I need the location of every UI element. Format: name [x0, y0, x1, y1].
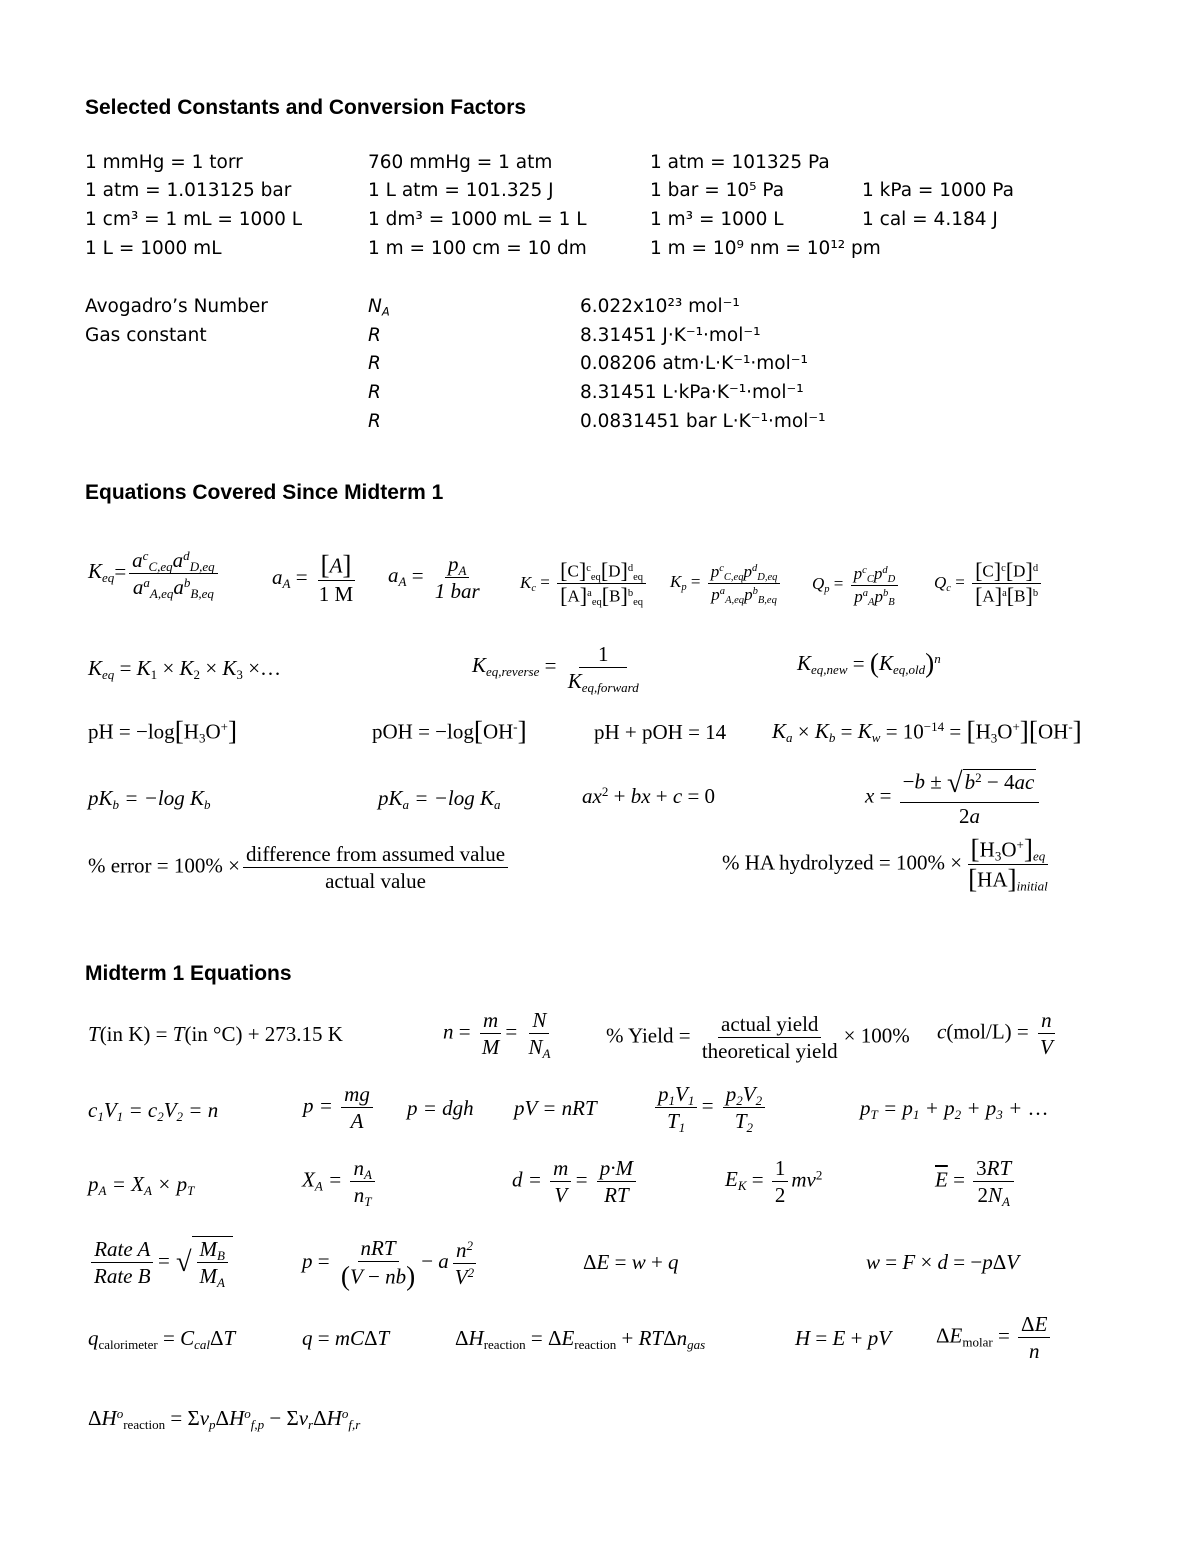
- concentration-equation: c(mol/L) = $\frac{n}{V}$: [937, 1008, 1053, 1060]
- keq-activities-equation: $K_{eq}=$ $\frac{a^c_{C,eq}a^d_{D,eq}}{a^a_{A,eq}a^b_{B,eq}}$: [88, 548, 221, 599]
- daltons-law-equation: $p_T = p_1 + p_2 + p_3$ + …: [860, 1096, 1049, 1122]
- activity-pressure-equation: $a_A$ = $\frac{p_A}{\text{1 bar}}$: [388, 552, 480, 604]
- mean-energy-equation: $\overline{E}$ = $\frac{3RT}{2N_A}$: [935, 1156, 1017, 1207]
- van-der-waals-equation: p = $\frac{\text{nRT}}{(V - nb)}$ − a $\frac{n^2}{V^2}$: [302, 1236, 475, 1292]
- percent-hydrolyzed-equation: % HA hydrolyzed = 100% × $\frac{[H_3O^+]_{eq}}{[HA]_{initial}}$: [722, 834, 1048, 895]
- quadratic-equation: $ax^2$ + bx + c = 0: [582, 783, 716, 808]
- percent-error-equation: % error = 100% × $\frac{\text{difference from assumed value}}{\text{actual value}}$: [88, 842, 511, 893]
- conv-r3c2: 1 dm³ = 1000 mL = 1 L: [368, 209, 587, 230]
- conv-r3c1: 1 cm³ = 1 mL = 1000 L: [85, 209, 303, 230]
- internal-energy-equation: ΔE = w + q: [583, 1250, 679, 1274]
- constants-heading: Selected Constants and Conversion Factors: [85, 96, 527, 119]
- avogadro-value: 6.022x10²³ mol⁻¹: [580, 296, 740, 317]
- poh-equation: pOH = −log[OH-]: [372, 716, 527, 746]
- mole-fraction-equation: $X_A$ = $\frac{n_A}{n_T}$: [302, 1156, 378, 1207]
- midterm1-heading: Midterm 1 Equations: [85, 962, 292, 985]
- grahams-law-equation: $\frac{\text{Rate A}}{\text{Rate B}}$ = √ $\frac{M_B}{M_A}$: [88, 1236, 233, 1288]
- hess-law-equation: $\Delta H^o_{reaction} = \Sigma\nu_p\Delta H^o_{f,p} - \Sigma\nu_r\Delta H^o_{f,r}$: [88, 1405, 361, 1432]
- kw-equation: $K_a \times K_b = K_w = 10^{-14} = [H_3O^+][OH^-]$: [772, 716, 1082, 746]
- r-value: 0.08206 atm·L·K⁻¹·mol⁻¹: [580, 353, 808, 374]
- pka-equation: $pK_a = -\log$ $K_a$: [378, 786, 501, 812]
- work-equation: w = F × d = −pΔV: [866, 1250, 1020, 1274]
- percent-yield-equation: % Yield = $\frac{\text{actual yield}}{\text{theoretical yield}}$ × 100%: [606, 1012, 910, 1064]
- molar-energy-equation: $\Delta E_{molar}$ = $\frac{\Delta E}{n}$: [936, 1312, 1053, 1363]
- avogadro-name: Avogadro’s Number: [85, 296, 268, 317]
- conv-r2c4: 1 kPa = 1000 Pa: [862, 180, 1014, 201]
- combined-gas-equation: $\frac{p_1V_1}{T_1}$ = $\frac{p_2V_2}{T_2}$: [652, 1082, 768, 1133]
- partial-pressure-equation: $p_A = X_A \times p_T$: [88, 1172, 195, 1198]
- enthalpy-definition-equation: H = E + pV: [795, 1326, 892, 1350]
- since-midterm-heading: Equations Covered Since Midterm 1: [85, 481, 444, 504]
- conv-r1c2: 760 mmHg = 1 atm: [368, 152, 553, 173]
- avogadro-symbol: $N_A$: [368, 296, 390, 319]
- kc-equation: $K_c$ = $\frac{[C]^c_{eq}[D]^d_{eq}}{[A]^a_{eq}[B]^b_{eq}}$: [520, 560, 649, 607]
- activity-concentration-equation: $a_A$ = $\frac{[A]}{1 M}$: [272, 550, 354, 607]
- enthalpy-reaction-equation: $\Delta H_{reaction} = \Delta E_{reaction} + RT\Delta n_{gas}$: [455, 1326, 706, 1352]
- conv-r2c3: 1 bar = 10⁵ Pa: [650, 180, 785, 201]
- kp-equation: $K_p$ = $\frac{p^c_{C,eq}p^d_{D,eq}}{p^a_{A,eq}p^b_{B,eq}}$: [670, 562, 783, 604]
- r-symbol: R: [368, 353, 381, 374]
- temperature-conversion-equation: T(in K) = T(in °C) + 273.15 K: [88, 1022, 343, 1046]
- keq-new-equation: $K_{eq,new} = (K_{eq,old})^n$: [797, 648, 941, 678]
- conv-r4c1: 1 L = 1000 mL: [85, 238, 222, 259]
- conv-r2c2: 1 L atm = 101.325 J: [368, 180, 554, 201]
- r-symbol: R: [368, 411, 381, 432]
- ph-equation: pH = $-\log[H_3O^+]$: [88, 716, 238, 746]
- r-symbol: R: [368, 382, 381, 403]
- hydrostatic-pressure-equation: p = dgh: [407, 1096, 474, 1120]
- quadratic-formula: x = $\frac{-b \pm √b^2 - 4ac}{2a}$: [865, 768, 1042, 828]
- conv-r2c1: 1 atm = 1.013125 bar: [85, 180, 292, 201]
- kinetic-energy-equation: $E_K$ = $\frac{1}{2}$ $mv^2$: [725, 1156, 823, 1208]
- heat-equation: q = mCΔT: [302, 1326, 390, 1350]
- gas-density-equation: d = $\frac{m}{V}$ = $\frac{p\cdot M}{RT}$: [512, 1156, 639, 1207]
- moles-equation: n = $\frac{m}{M}$ = $\frac{N}{N_A}$: [443, 1008, 551, 1062]
- dilution-equation: $c_1V_1 = c_2V_2 = n$: [88, 1098, 219, 1124]
- keq-product-equation: $K_{eq} = K_1 \times K_2 \times K_3$ ×…: [88, 656, 282, 682]
- ph-poh-sum-equation: pH + pOH = 14: [594, 720, 727, 744]
- r-value: 8.31451 L·kPa·K⁻¹·mol⁻¹: [580, 382, 804, 403]
- keq-reverse-equation: $K_{eq,reverse}$ = $\frac{1}{K_{eq,forward}}$: [472, 642, 639, 696]
- conv-r3c3: 1 m³ = 1000 L: [650, 209, 784, 230]
- conv-r4c2: 1 m = 100 cm = 10 dm: [368, 238, 587, 259]
- qc-equation: $Q_c$ = $\frac{[C]^c[D]^d}{[A]^a[B]^b}$: [934, 560, 1044, 607]
- pkb-equation: $pK_b = -\log$ $K_b$: [88, 786, 211, 812]
- gas-constant-name: Gas constant: [85, 325, 207, 346]
- r-value: 8.31451 J·K⁻¹·mol⁻¹: [580, 325, 761, 346]
- qp-equation: $Q_p$ = $\frac{p^c_Cp^d_D}{p^a_Ap^b_B}$: [812, 564, 901, 606]
- conv-r4c3: 1 m = 10⁹ nm = 10¹² pm: [650, 238, 881, 259]
- calorimeter-equation: $q_{calorimeter} = C_{cal}\Delta T$: [88, 1326, 236, 1352]
- ideal-gas-equation: pV = nRT: [514, 1096, 597, 1120]
- conv-r1c1: 1 mmHg = 1 torr: [85, 152, 243, 173]
- conv-r1c3: 1 atm = 101325 Pa: [650, 152, 830, 173]
- conv-r3c4: 1 cal = 4.184 J: [862, 209, 998, 230]
- r-value: 0.0831451 bar L·K⁻¹·mol⁻¹: [580, 411, 826, 432]
- pressure-force-equation: p = $\frac{mg}{A}$: [303, 1082, 376, 1133]
- r-symbol: R: [368, 325, 381, 346]
